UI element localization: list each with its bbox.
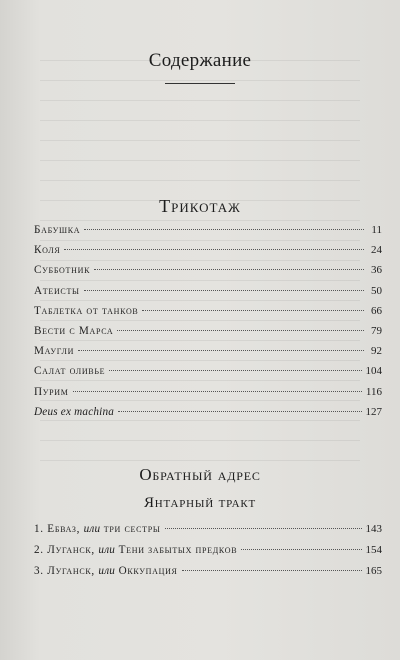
dot-leader (94, 269, 364, 270)
toc-entry-title: 3. Луганск, или Оккупация (34, 565, 178, 577)
section-heading-obratny-adres: Обратный адрес (139, 465, 261, 484)
dot-leader (117, 330, 364, 331)
toc-entry-page: 50 (371, 284, 382, 297)
dot-leader (241, 549, 361, 550)
toc-entry-title: Таблетка от танков (34, 304, 139, 317)
toc-entry[interactable] (34, 544, 382, 565)
toc-entry[interactable] (34, 386, 382, 406)
toc-entry[interactable] (34, 285, 382, 305)
toc-entry-title: Маугли (34, 345, 75, 358)
toc-entry-page: 92 (371, 345, 382, 358)
dot-leader (142, 310, 364, 311)
toc-entry-title: Атеисты (34, 284, 80, 297)
dot-leader (109, 370, 361, 371)
toc-entry-page: 154 (365, 544, 382, 556)
toc-entry-page: 165 (365, 565, 382, 577)
toc-entry-page: 36 (371, 264, 382, 277)
toc-entry[interactable] (34, 523, 382, 544)
toc-entry-title: Салат оливье (34, 365, 106, 378)
dot-leader (64, 249, 364, 250)
toc-entry[interactable] (34, 345, 382, 365)
toc-entry-title: Коля (34, 244, 61, 257)
toc-entry-title: Бабушка (34, 224, 81, 236)
toc-entry-page: 79 (371, 324, 382, 337)
toc-list-section1 (34, 224, 382, 426)
page-title: Содержание (148, 50, 252, 71)
toc-entry-page: 24 (371, 244, 382, 257)
toc-list-section2 (34, 523, 382, 586)
toc-entry-page: 104 (365, 365, 382, 378)
title-underline (165, 83, 235, 84)
toc-entry-title: Пурим (34, 385, 69, 398)
dot-leader (78, 350, 364, 351)
toc-entry[interactable] (34, 565, 382, 586)
subsection-heading-yantarny-trakt: Янтарный тракт (143, 495, 257, 511)
dot-leader (182, 570, 362, 571)
toc-entry-page: 11 (371, 224, 382, 236)
toc-entry-title: Субботник (34, 264, 91, 277)
toc-entry[interactable] (34, 224, 382, 244)
toc-entry-title: 2. Луганск, или Тени забытых предков (34, 544, 238, 556)
dot-leader (84, 290, 364, 291)
dot-leader (118, 411, 361, 412)
toc-entry-title: Deus ex machina (34, 405, 115, 418)
toc-entry-page: 143 (365, 523, 382, 535)
section-heading-trikotazh: Трикотаж (159, 196, 241, 216)
toc-entry-page: 66 (371, 304, 382, 317)
toc-entry[interactable] (34, 406, 382, 426)
toc-entry[interactable] (34, 244, 382, 264)
dot-leader (165, 528, 362, 529)
toc-entry[interactable] (34, 264, 382, 284)
toc-entry-page: 116 (365, 385, 382, 398)
toc-entry-title: 1. Ебваз, или три сестры (34, 523, 161, 535)
toc-entry[interactable] (34, 305, 382, 325)
toc-entry-page: 127 (365, 405, 382, 418)
toc-entry[interactable] (34, 325, 382, 345)
toc-entry[interactable] (34, 365, 382, 385)
toc-entry-title: Вести с Марса (34, 324, 114, 337)
dot-leader (73, 391, 362, 392)
dot-leader (84, 229, 364, 230)
